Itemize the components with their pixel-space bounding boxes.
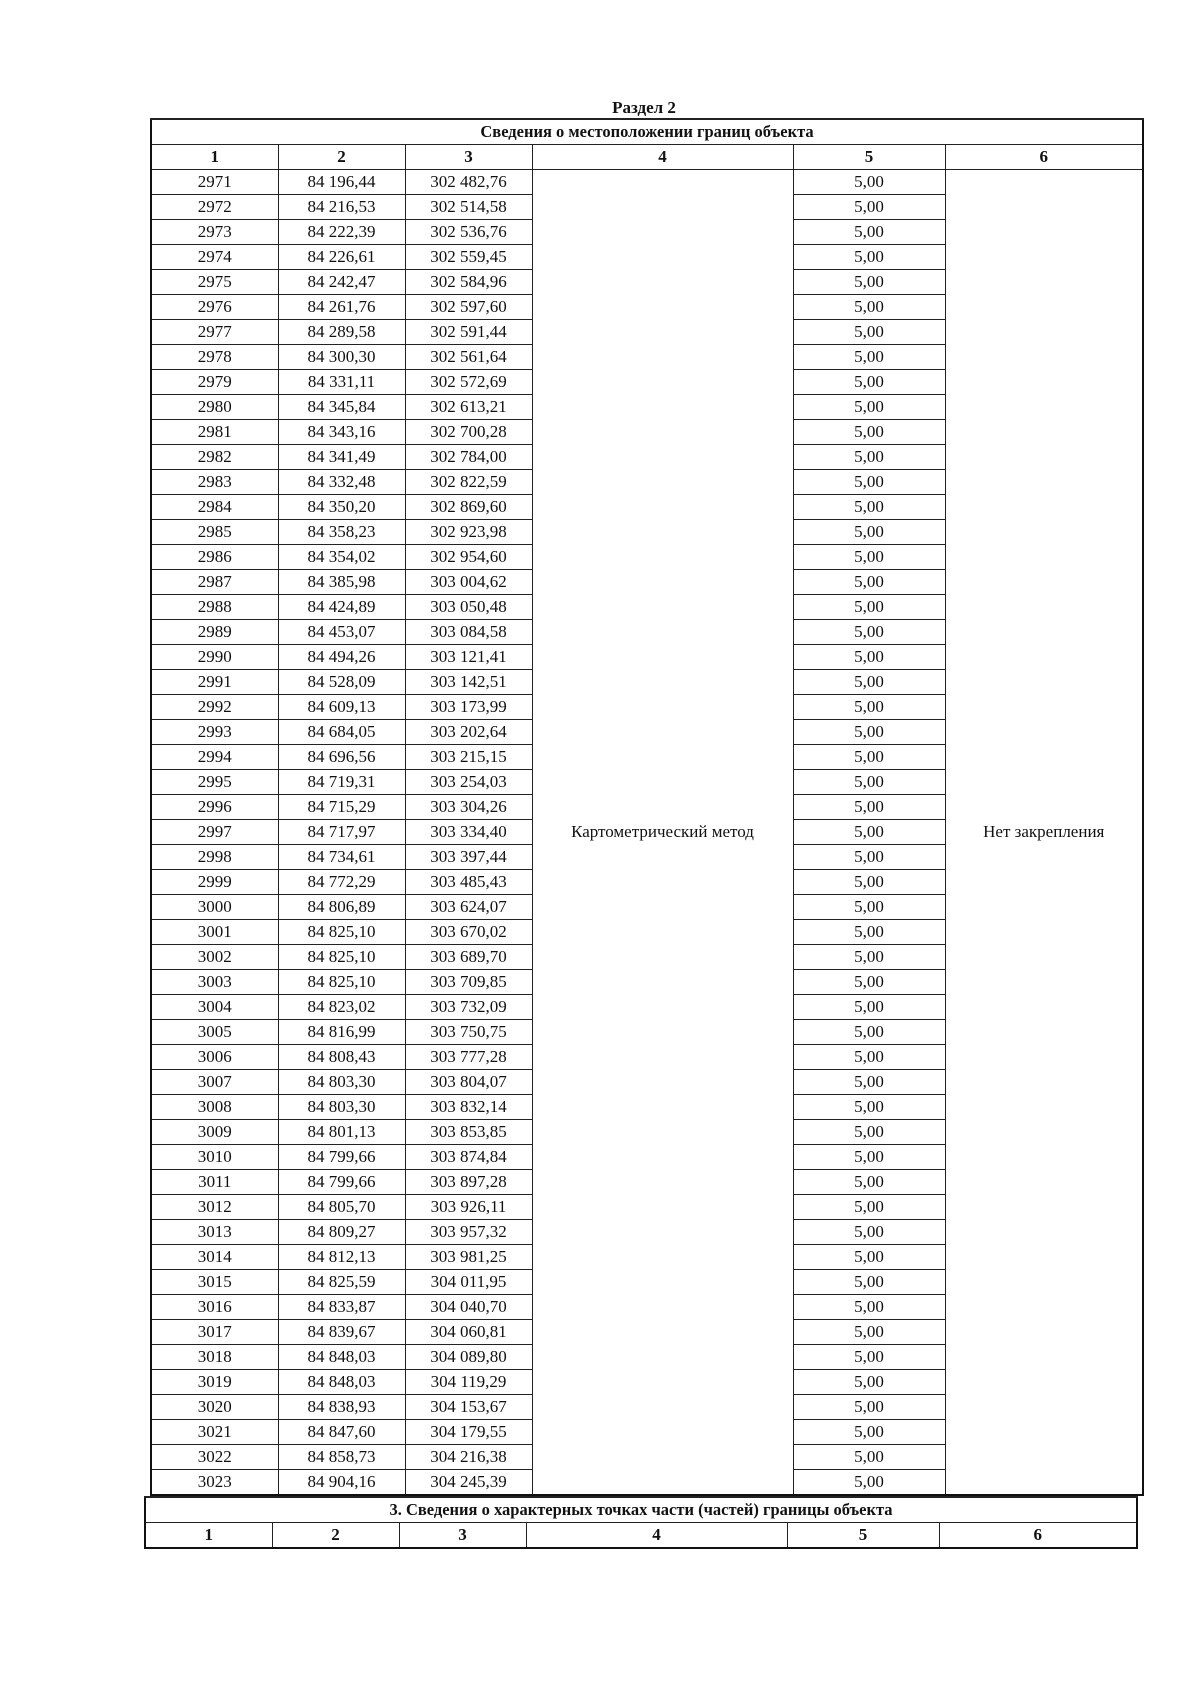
- point-number-cell: 2978: [151, 345, 278, 370]
- point-number-cell: 3023: [151, 1470, 278, 1496]
- y-coordinate-cell: 303 004,62: [405, 570, 532, 595]
- x-coordinate-cell: 84 809,27: [278, 1220, 405, 1245]
- accuracy-cell: 5,00: [793, 770, 945, 795]
- accuracy-cell: 5,00: [793, 1095, 945, 1120]
- y-coordinate-cell: 303 254,03: [405, 770, 532, 795]
- y-coordinate-cell: 302 591,44: [405, 320, 532, 345]
- accuracy-cell: 5,00: [793, 995, 945, 1020]
- x-coordinate-cell: 84 803,30: [278, 1095, 405, 1120]
- point-number-cell: 2997: [151, 820, 278, 845]
- point-number-cell: 3022: [151, 1445, 278, 1470]
- accuracy-cell: 5,00: [793, 795, 945, 820]
- y-coordinate-cell: 302 869,60: [405, 495, 532, 520]
- x-coordinate-cell: 84 816,99: [278, 1020, 405, 1045]
- table1-caption: Сведения о местоположении границ объекта: [151, 119, 1143, 145]
- point-number-cell: 2977: [151, 320, 278, 345]
- x-coordinate-cell: 84 350,20: [278, 495, 405, 520]
- accuracy-cell: 5,00: [793, 495, 945, 520]
- accuracy-cell: 5,00: [793, 470, 945, 495]
- point-number-cell: 2993: [151, 720, 278, 745]
- accuracy-cell: 5,00: [793, 870, 945, 895]
- point-number-cell: 2998: [151, 845, 278, 870]
- accuracy-cell: 5,00: [793, 1145, 945, 1170]
- accuracy-cell: 5,00: [793, 1245, 945, 1270]
- accuracy-cell: 5,00: [793, 1045, 945, 1070]
- point-number-cell: 2992: [151, 695, 278, 720]
- y-coordinate-cell: 304 119,29: [405, 1370, 532, 1395]
- y-coordinate-cell: 303 397,44: [405, 845, 532, 870]
- accuracy-cell: 5,00: [793, 745, 945, 770]
- point-number-cell: 3005: [151, 1020, 278, 1045]
- accuracy-cell: 5,00: [793, 720, 945, 745]
- y-coordinate-cell: 304 040,70: [405, 1295, 532, 1320]
- y-coordinate-cell: 303 874,84: [405, 1145, 532, 1170]
- y-coordinate-cell: 303 121,41: [405, 645, 532, 670]
- y-coordinate-cell: 304 216,38: [405, 1445, 532, 1470]
- y-coordinate-cell: 303 050,48: [405, 595, 532, 620]
- point-number-cell: 2991: [151, 670, 278, 695]
- x-coordinate-cell: 84 848,03: [278, 1370, 405, 1395]
- characteristic-points-table: [144, 1496, 1138, 1549]
- point-number-cell: 2987: [151, 570, 278, 595]
- point-number-cell: 2999: [151, 870, 278, 895]
- y-coordinate-cell: 302 954,60: [405, 545, 532, 570]
- accuracy-cell: 5,00: [793, 1295, 945, 1320]
- accuracy-cell: 5,00: [793, 1420, 945, 1445]
- x-coordinate-cell: 84 808,43: [278, 1045, 405, 1070]
- y-coordinate-cell: 304 245,39: [405, 1470, 532, 1496]
- point-number-cell: 3014: [151, 1245, 278, 1270]
- y-coordinate-cell: 302 572,69: [405, 370, 532, 395]
- accuracy-cell: 5,00: [793, 1395, 945, 1420]
- y-coordinate-cell: 303 832,14: [405, 1095, 532, 1120]
- y-coordinate-cell: 302 613,21: [405, 395, 532, 420]
- x-coordinate-cell: 84 772,29: [278, 870, 405, 895]
- x-coordinate-cell: 84 385,98: [278, 570, 405, 595]
- point-number-cell: 2989: [151, 620, 278, 645]
- y-coordinate-cell: 302 784,00: [405, 445, 532, 470]
- accuracy-cell: 5,00: [793, 1120, 945, 1145]
- table2-caption: 3. Сведения о характерных точках части (частей) границы объекта: [145, 1497, 1137, 1523]
- accuracy-cell: 5,00: [793, 270, 945, 295]
- point-number-cell: 3020: [151, 1395, 278, 1420]
- accuracy-cell: 5,00: [793, 295, 945, 320]
- point-number-cell: 3002: [151, 945, 278, 970]
- point-number-cell: 2973: [151, 220, 278, 245]
- accuracy-cell: 5,00: [793, 845, 945, 870]
- point-number-cell: 3007: [151, 1070, 278, 1095]
- y-coordinate-cell: 302 561,64: [405, 345, 532, 370]
- y-coordinate-cell: 303 926,11: [405, 1195, 532, 1220]
- accuracy-cell: 5,00: [793, 220, 945, 245]
- accuracy-cell: 5,00: [793, 945, 945, 970]
- point-number-cell: 2981: [151, 420, 278, 445]
- y-coordinate-cell: 302 536,76: [405, 220, 532, 245]
- point-number-cell: 3000: [151, 895, 278, 920]
- accuracy-cell: 5,00: [793, 670, 945, 695]
- column-number: 6: [939, 1523, 1137, 1549]
- y-coordinate-cell: 303 732,09: [405, 995, 532, 1020]
- x-coordinate-cell: 84 825,59: [278, 1270, 405, 1295]
- column-number: 1: [145, 1523, 272, 1549]
- x-coordinate-cell: 84 226,61: [278, 245, 405, 270]
- point-number-cell: 2990: [151, 645, 278, 670]
- y-coordinate-cell: 303 670,02: [405, 920, 532, 945]
- y-coordinate-cell: 303 173,99: [405, 695, 532, 720]
- column-number: 2: [272, 1523, 399, 1549]
- point-number-cell: 2994: [151, 745, 278, 770]
- y-coordinate-cell: 303 689,70: [405, 945, 532, 970]
- x-coordinate-cell: 84 222,39: [278, 220, 405, 245]
- y-coordinate-cell: 304 089,80: [405, 1345, 532, 1370]
- x-coordinate-cell: 84 332,48: [278, 470, 405, 495]
- accuracy-cell: 5,00: [793, 595, 945, 620]
- y-coordinate-cell: 303 804,07: [405, 1070, 532, 1095]
- x-coordinate-cell: 84 719,31: [278, 770, 405, 795]
- point-number-cell: 3001: [151, 920, 278, 945]
- accuracy-cell: 5,00: [793, 820, 945, 845]
- column-number: 2: [278, 145, 405, 170]
- accuracy-cell: 5,00: [793, 970, 945, 995]
- y-coordinate-cell: 303 777,28: [405, 1045, 532, 1070]
- y-coordinate-cell: 304 153,67: [405, 1395, 532, 1420]
- accuracy-cell: 5,00: [793, 195, 945, 220]
- x-coordinate-cell: 84 341,49: [278, 445, 405, 470]
- x-coordinate-cell: 84 847,60: [278, 1420, 405, 1445]
- column-number: 1: [151, 145, 278, 170]
- y-coordinate-cell: 304 179,55: [405, 1420, 532, 1445]
- y-coordinate-cell: 303 485,43: [405, 870, 532, 895]
- point-number-cell: 3012: [151, 1195, 278, 1220]
- x-coordinate-cell: 84 838,93: [278, 1395, 405, 1420]
- point-number-cell: 3015: [151, 1270, 278, 1295]
- accuracy-cell: 5,00: [793, 570, 945, 595]
- y-coordinate-cell: 303 202,64: [405, 720, 532, 745]
- accuracy-cell: 5,00: [793, 545, 945, 570]
- y-coordinate-cell: 304 060,81: [405, 1320, 532, 1345]
- x-coordinate-cell: 84 300,30: [278, 345, 405, 370]
- x-coordinate-cell: 84 528,09: [278, 670, 405, 695]
- x-coordinate-cell: 84 696,56: [278, 745, 405, 770]
- x-coordinate-cell: 84 216,53: [278, 195, 405, 220]
- accuracy-cell: 5,00: [793, 620, 945, 645]
- y-coordinate-cell: 303 750,75: [405, 1020, 532, 1045]
- x-coordinate-cell: 84 803,30: [278, 1070, 405, 1095]
- accuracy-cell: 5,00: [793, 1345, 945, 1370]
- accuracy-cell: 5,00: [793, 1170, 945, 1195]
- y-coordinate-cell: 303 981,25: [405, 1245, 532, 1270]
- accuracy-cell: 5,00: [793, 645, 945, 670]
- x-coordinate-cell: 84 242,47: [278, 270, 405, 295]
- x-coordinate-cell: 84 825,10: [278, 970, 405, 995]
- accuracy-cell: 5,00: [793, 1020, 945, 1045]
- section-title: Раздел 2: [612, 98, 676, 117]
- column-number: 5: [787, 1523, 939, 1549]
- point-number-cell: 2975: [151, 270, 278, 295]
- x-coordinate-cell: 84 715,29: [278, 795, 405, 820]
- accuracy-cell: 5,00: [793, 445, 945, 470]
- accuracy-cell: 5,00: [793, 245, 945, 270]
- boundary-location-table: [150, 118, 1144, 1496]
- x-coordinate-cell: 84 825,10: [278, 945, 405, 970]
- accuracy-cell: 5,00: [793, 370, 945, 395]
- point-number-cell: 3011: [151, 1170, 278, 1195]
- table-row: [151, 170, 1143, 195]
- column-number: 5: [793, 145, 945, 170]
- accuracy-cell: 5,00: [793, 1445, 945, 1470]
- column-number: 4: [532, 145, 793, 170]
- x-coordinate-cell: 84 799,66: [278, 1170, 405, 1195]
- x-coordinate-cell: 84 839,67: [278, 1320, 405, 1345]
- y-coordinate-cell: 302 597,60: [405, 295, 532, 320]
- point-number-cell: 2980: [151, 395, 278, 420]
- accuracy-cell: 5,00: [793, 1220, 945, 1245]
- point-number-cell: 2984: [151, 495, 278, 520]
- point-number-cell: 2979: [151, 370, 278, 395]
- column-number: 6: [945, 145, 1143, 170]
- accuracy-cell: 5,00: [793, 1195, 945, 1220]
- point-number-cell: 2982: [151, 445, 278, 470]
- y-coordinate-cell: 302 822,59: [405, 470, 532, 495]
- x-coordinate-cell: 84 823,02: [278, 995, 405, 1020]
- accuracy-cell: 5,00: [793, 1320, 945, 1345]
- x-coordinate-cell: 84 424,89: [278, 595, 405, 620]
- y-coordinate-cell: 303 304,26: [405, 795, 532, 820]
- point-number-cell: 2976: [151, 295, 278, 320]
- point-number-cell: 2983: [151, 470, 278, 495]
- column-number: 4: [526, 1523, 787, 1549]
- accuracy-cell: 5,00: [793, 170, 945, 195]
- x-coordinate-cell: 84 801,13: [278, 1120, 405, 1145]
- point-number-cell: 3017: [151, 1320, 278, 1345]
- point-number-cell: 2996: [151, 795, 278, 820]
- x-coordinate-cell: 84 261,76: [278, 295, 405, 320]
- x-coordinate-cell: 84 805,70: [278, 1195, 405, 1220]
- y-coordinate-cell: 302 514,58: [405, 195, 532, 220]
- accuracy-cell: 5,00: [793, 520, 945, 545]
- y-coordinate-cell: 303 215,15: [405, 745, 532, 770]
- accuracy-cell: 5,00: [793, 395, 945, 420]
- accuracy-cell: 5,00: [793, 695, 945, 720]
- y-coordinate-cell: 303 897,28: [405, 1170, 532, 1195]
- x-coordinate-cell: 84 343,16: [278, 420, 405, 445]
- fixing-cell: Нет закрепления: [945, 170, 1143, 1496]
- accuracy-cell: 5,00: [793, 1270, 945, 1295]
- accuracy-cell: 5,00: [793, 345, 945, 370]
- y-coordinate-cell: 302 923,98: [405, 520, 532, 545]
- x-coordinate-cell: 84 609,13: [278, 695, 405, 720]
- x-coordinate-cell: 84 833,87: [278, 1295, 405, 1320]
- point-number-cell: 3004: [151, 995, 278, 1020]
- y-coordinate-cell: 303 709,85: [405, 970, 532, 995]
- x-coordinate-cell: 84 858,73: [278, 1445, 405, 1470]
- accuracy-cell: 5,00: [793, 920, 945, 945]
- accuracy-cell: 5,00: [793, 1370, 945, 1395]
- accuracy-cell: 5,00: [793, 1070, 945, 1095]
- y-coordinate-cell: 302 482,76: [405, 170, 532, 195]
- y-coordinate-cell: 302 559,45: [405, 245, 532, 270]
- x-coordinate-cell: 84 799,66: [278, 1145, 405, 1170]
- y-coordinate-cell: 302 584,96: [405, 270, 532, 295]
- point-number-cell: 3010: [151, 1145, 278, 1170]
- y-coordinate-cell: 303 084,58: [405, 620, 532, 645]
- column-number: 3: [399, 1523, 526, 1549]
- accuracy-cell: 5,00: [793, 420, 945, 445]
- x-coordinate-cell: 84 904,16: [278, 1470, 405, 1496]
- method-cell: Картометрический метод: [532, 170, 793, 1496]
- column-number: 3: [405, 145, 532, 170]
- x-coordinate-cell: 84 331,11: [278, 370, 405, 395]
- point-number-cell: 3009: [151, 1120, 278, 1145]
- point-number-cell: 3018: [151, 1345, 278, 1370]
- point-number-cell: 3016: [151, 1295, 278, 1320]
- y-coordinate-cell: 303 334,40: [405, 820, 532, 845]
- x-coordinate-cell: 84 196,44: [278, 170, 405, 195]
- point-number-cell: 2972: [151, 195, 278, 220]
- point-number-cell: 3021: [151, 1420, 278, 1445]
- accuracy-cell: 5,00: [793, 895, 945, 920]
- x-coordinate-cell: 84 289,58: [278, 320, 405, 345]
- point-number-cell: 2995: [151, 770, 278, 795]
- x-coordinate-cell: 84 806,89: [278, 895, 405, 920]
- x-coordinate-cell: 84 812,13: [278, 1245, 405, 1270]
- accuracy-cell: 5,00: [793, 320, 945, 345]
- x-coordinate-cell: 84 358,23: [278, 520, 405, 545]
- x-coordinate-cell: 84 354,02: [278, 545, 405, 570]
- x-coordinate-cell: 84 494,26: [278, 645, 405, 670]
- x-coordinate-cell: 84 717,97: [278, 820, 405, 845]
- y-coordinate-cell: 303 624,07: [405, 895, 532, 920]
- y-coordinate-cell: 303 853,85: [405, 1120, 532, 1145]
- y-coordinate-cell: 304 011,95: [405, 1270, 532, 1295]
- point-number-cell: 3003: [151, 970, 278, 995]
- x-coordinate-cell: 84 345,84: [278, 395, 405, 420]
- x-coordinate-cell: 84 734,61: [278, 845, 405, 870]
- point-number-cell: 2985: [151, 520, 278, 545]
- x-coordinate-cell: 84 684,05: [278, 720, 405, 745]
- y-coordinate-cell: 303 957,32: [405, 1220, 532, 1245]
- x-coordinate-cell: 84 453,07: [278, 620, 405, 645]
- document-page: [150, 98, 1142, 1549]
- point-number-cell: 3006: [151, 1045, 278, 1070]
- point-number-cell: 2986: [151, 545, 278, 570]
- y-coordinate-cell: 303 142,51: [405, 670, 532, 695]
- y-coordinate-cell: 302 700,28: [405, 420, 532, 445]
- point-number-cell: 3019: [151, 1370, 278, 1395]
- x-coordinate-cell: 84 825,10: [278, 920, 405, 945]
- point-number-cell: 3013: [151, 1220, 278, 1245]
- point-number-cell: 2974: [151, 245, 278, 270]
- accuracy-cell: 5,00: [793, 1470, 945, 1496]
- point-number-cell: 2988: [151, 595, 278, 620]
- point-number-cell: 3008: [151, 1095, 278, 1120]
- x-coordinate-cell: 84 848,03: [278, 1345, 405, 1370]
- point-number-cell: 2971: [151, 170, 278, 195]
